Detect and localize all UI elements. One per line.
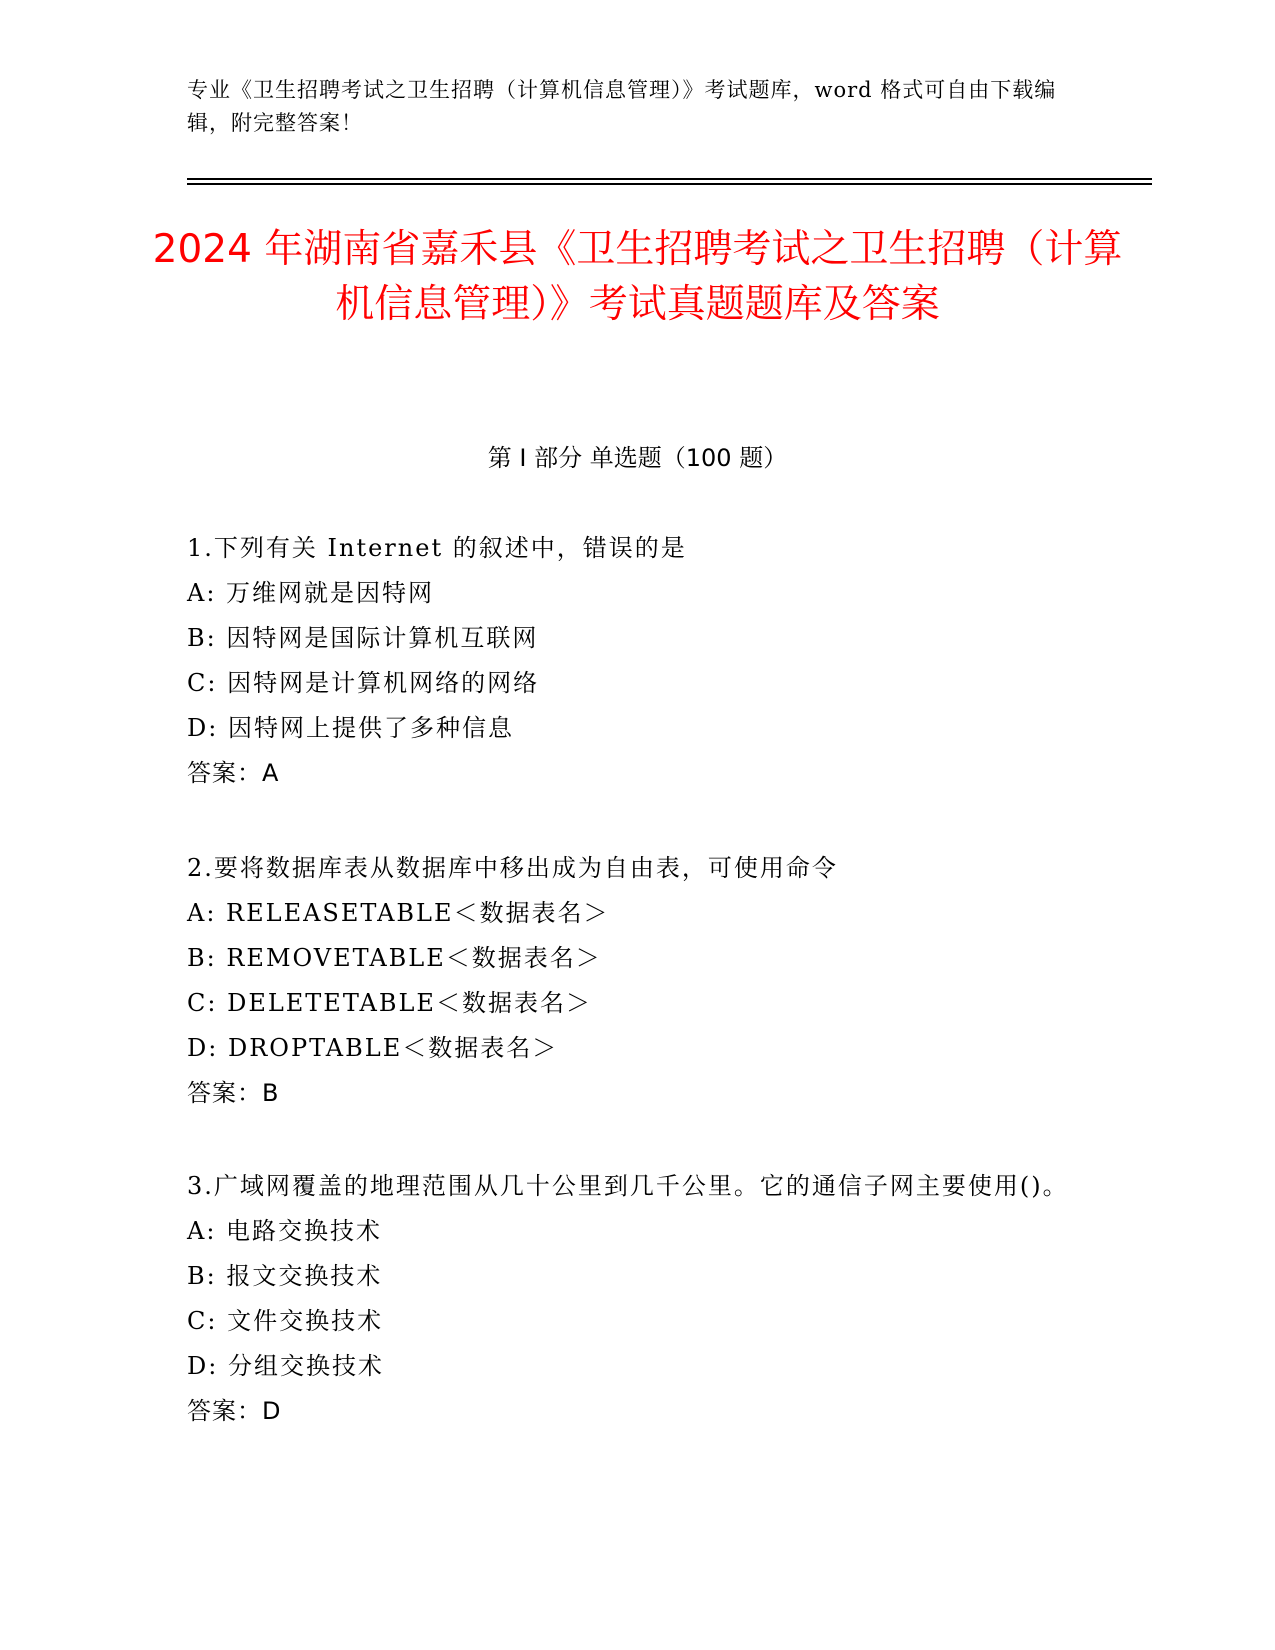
header-note: 专业《卫生招聘考试之卫生招聘（计算机信息管理）》考试题库，word 格式可自由下载编辑，附完整答案！ — [187, 78, 1057, 135]
option-b: B: 报文交换技术 — [187, 1262, 383, 1290]
option-d: D: DROPTABLE＜数据表名＞ — [187, 1034, 559, 1062]
option-b: B: 因特网是国际计算机互联网 — [187, 624, 539, 652]
header-rule-bottom — [187, 183, 1152, 185]
header-rule-top — [187, 178, 1152, 180]
question-3 — [187, 1164, 1077, 1434]
option-a: A: 万维网就是因特网 — [187, 579, 435, 607]
option-a: A: RELEASETABLE＜数据表名＞ — [187, 899, 610, 927]
question-text: 3.广域网覆盖的地理范围从几十公里到几千公里。它的通信子网主要使用()。 — [187, 1172, 1069, 1200]
question-1 — [187, 526, 1077, 796]
answer: 答案：A — [187, 759, 280, 787]
option-c: C: DELETETABLE＜数据表名＞ — [187, 989, 592, 1017]
option-d: D: 分组交换技术 — [187, 1352, 384, 1380]
option-c: C: 文件交换技术 — [187, 1307, 384, 1335]
option-d: D: 因特网上提供了多种信息 — [187, 714, 514, 742]
option-c: C: 因特网是计算机网络的网络 — [187, 669, 540, 697]
option-b: B: REMOVETABLE＜数据表名＞ — [187, 944, 602, 972]
answer: 答案：B — [187, 1079, 280, 1107]
answer: 答案：D — [187, 1397, 282, 1425]
document-title: 2024 年湖南省嘉禾县《卫生招聘考试之卫生招聘（计算机信息管理）》考试真题题库及答案 — [152, 227, 1123, 327]
section-heading: 第 I 部分 单选题（100 题） — [487, 444, 788, 472]
question-2 — [187, 846, 1077, 1116]
option-a: A: 电路交换技术 — [187, 1217, 383, 1245]
question-text: 2.要将数据库表从数据库中移出成为自由表，可使用命令 — [187, 854, 838, 882]
question-text: 1.下列有关 Internet 的叙述中，错误的是 — [187, 534, 687, 562]
